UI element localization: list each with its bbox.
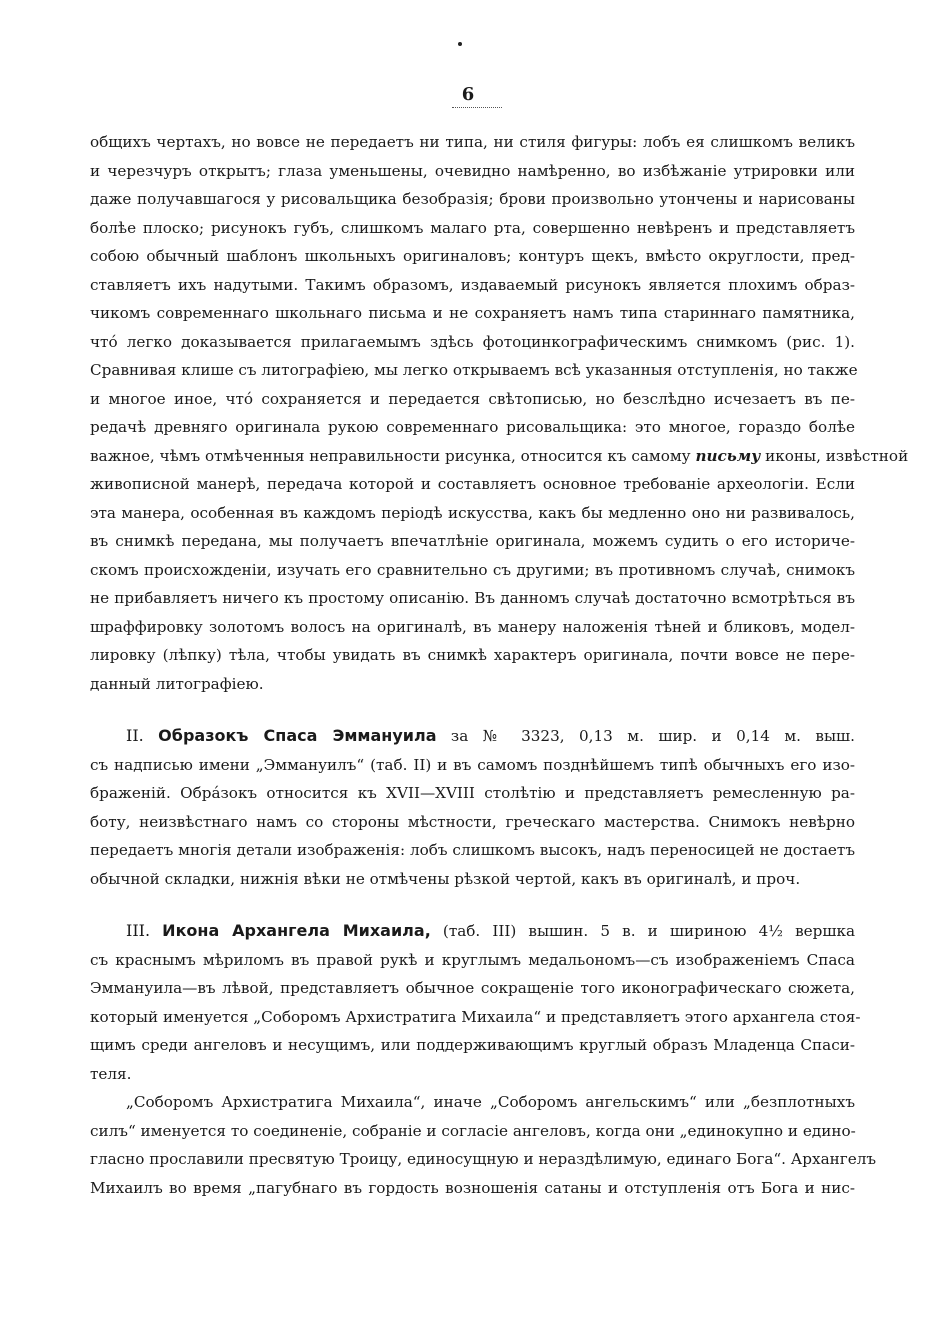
section-heading: Образокъ Спаса Эммануила xyxy=(158,726,437,745)
text-line: боту, неизвѣстнаго намъ со стороны мѣстности, греческаго мастерства. Снимокъ невѣрно xyxy=(90,812,855,831)
text-line: общихъ чертахъ, но вовсе не передаетъ ни типа, ни стиля фигуры: лобъ ея слишкомъ великъ xyxy=(90,133,855,151)
text-line: лировку (лѣпку) тѣла, чтобы увидать въ снимкѣ характеръ оригинала, почти вовсе не пере- xyxy=(90,646,855,664)
text-line: болѣе плоско; рисунокъ губъ, слишкомъ малаго рта, совершенно невѣренъ и представляетъ xyxy=(90,218,855,237)
text-line: съ краснымъ мѣриломъ въ правой рукѣ и круглымъ медальономъ—съ изображеніемъ Спаса xyxy=(90,950,855,969)
section-3 xyxy=(90,917,877,1202)
text-line: ставляетъ ихъ надутыми. Такимъ образомъ, издаваемый рисунокъ является плохимъ образ- xyxy=(90,275,855,294)
text-line: обычной складки, нижнія вѣки не отмѣчены рѣзкой чертой, какъ въ оригиналѣ, и проч. xyxy=(90,869,801,888)
text-line: Михаилъ во время „пагубнаго въ гордость возношенія сатаны и отступленія отъ Бога и нис- xyxy=(90,1178,855,1197)
text-line: силъ“ именуется то соединеніе, собраніе и согласіе ангеловъ, когда они „единокупно и едино- xyxy=(90,1121,856,1140)
text-line: живописной манерѣ, передача которой и составляетъ основное требованіе археологіи. Если xyxy=(90,475,855,493)
page-number-underline xyxy=(452,105,502,108)
section-2 xyxy=(90,722,855,893)
paragraph-1 xyxy=(90,128,909,698)
text-fragment: (таб. III) вышин. 5 в. и шириною 4½ вершка xyxy=(430,922,855,940)
text-line: эта манера, особенная въ каждомъ періодѣ искусства, какъ бы медленно оно ни развивалось, xyxy=(90,503,855,522)
text-line: въ снимкѣ передана, мы получаетъ впечатлѣніе оригинала, можемъ судить о его историче- xyxy=(90,532,855,550)
text-fragment: за № 3323, 0,13 м. шир. и 0,14 м. выш. xyxy=(436,727,855,745)
text-line xyxy=(90,442,909,471)
section-heading-line xyxy=(90,722,855,751)
text-line: щимъ среди ангеловъ и несущимъ, или поддерживающимъ круглый образъ Младенца Спаси- xyxy=(90,1036,855,1054)
text-line: данный литографіею. xyxy=(90,674,264,693)
text-line: чикомъ современнаго школьнаго письма и не сохраняетъ намъ типа стариннаго памятника, xyxy=(90,304,855,322)
page-number: 6 xyxy=(461,84,475,105)
text-line: что́ легко доказывается прилагаемымъ здѣсь фотоцинкографическимъ снимкомъ (рис. 1). xyxy=(90,332,855,351)
text-line: Эммануила—въ лѣвой, представляетъ обычное сокращеніе того иконографическаго сюжета, xyxy=(90,979,855,997)
text-line: и черезчуръ открытъ; глаза уменьшены, очевидно намѣренно, во избѣжаніе утрировки или xyxy=(90,161,855,180)
text-line: шраффировку золотомъ волосъ на оригиналѣ, въ манеру наложенія тѣней и бликовъ, модел- xyxy=(90,617,855,636)
text-line: „Соборомъ Архистратига Михаила“, иначе „Соборомъ ангельскимъ“ или „безплотныхъ xyxy=(126,1093,855,1111)
text-line: съ надписью имени „Эммануилъ“ (таб. II) и въ самомъ позднѣйшемъ типѣ обычныхъ его изо- xyxy=(90,755,855,774)
emphasized-word: письму xyxy=(695,446,761,465)
page-body xyxy=(90,128,909,1202)
text-line: Сравнивая клише съ литографіею, мы легко открываемъ всѣ указанныя отступленія, но также xyxy=(90,361,858,379)
text-line: собою обычный шаблонъ школьныхъ оригиналовъ; контуръ щекъ, вмѣсто округлости, пред- xyxy=(90,247,855,265)
section-heading-line xyxy=(90,917,855,946)
text-line: редачѣ древняго оригинала рукою современнаго рисовальщика: это многое, гораздо болѣе xyxy=(90,418,855,436)
text-line: передаетъ многія детали изображенія: лобъ слишкомъ высокъ, надъ переносицей не достаетъ xyxy=(90,841,855,859)
section-heading: Икона Архангела Михаила, xyxy=(162,921,431,940)
section-numeral: II. xyxy=(126,726,144,745)
text-line: и многое иное, что́ сохраняется и передается свѣтописью, но безслѣдно исчезаетъ въ пе- xyxy=(90,389,855,408)
text-line: который именуется „Соборомъ Архистратига Михаила“ и представляетъ этого архангела стоя- xyxy=(90,1007,861,1026)
text-line: браженій. Обра́зокъ относится къ XVII—XVIII столѣтію и представляетъ ремесленную ра- xyxy=(90,784,855,802)
text-line: не прибавляетъ ничего къ простому описанію. Въ данномъ случаѣ достаточно всмотрѣться въ xyxy=(90,589,855,607)
text-line: гласно прославили пресвятую Троицу, единосущную и нераздѣлимую, единаго Бога“. Архангелъ xyxy=(90,1150,877,1168)
ink-dot xyxy=(458,42,462,46)
text-line: теля. xyxy=(90,1064,132,1083)
text-fragment: иконы, извѣстной xyxy=(760,446,909,465)
text-line: скомъ происхожденіи, изучать его сравнительно съ другими; въ противномъ случаѣ, снимокъ xyxy=(90,560,855,579)
text-line: даже получавшагося у рисовальщика безобразія; брови произвольно утончены и нарисованы xyxy=(90,190,855,208)
section-numeral: III. xyxy=(126,921,151,940)
text-fragment: важное, чѣмъ отмѣченныя неправильности рисунка, относится къ самому xyxy=(90,446,696,465)
